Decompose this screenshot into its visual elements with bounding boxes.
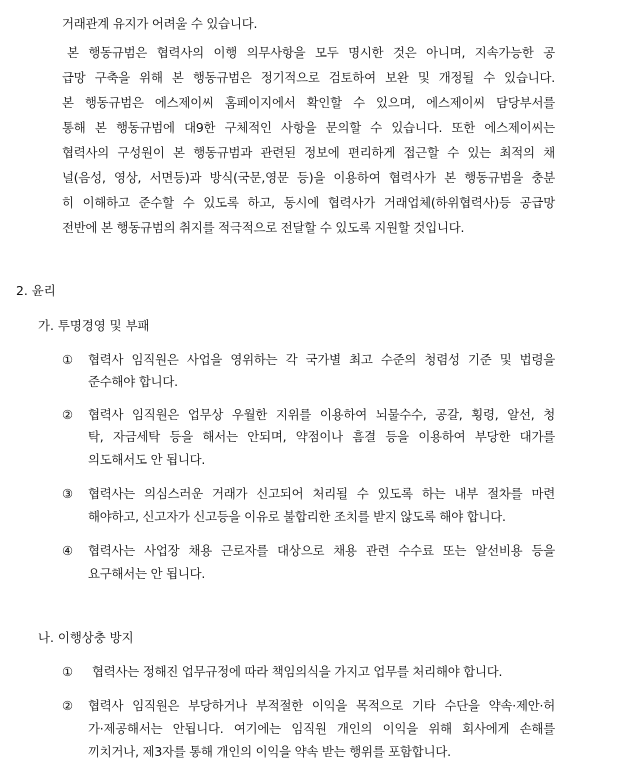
item-a1-line-1: 협력사 임직원은 사업을 영위하는 각 국가별 최고 수준의 청렴성 기준 및 법령을 [88, 352, 555, 367]
item-marker: ④ [62, 543, 74, 558]
item-a2-line-1: 협력사 임직원은 업무상 우월한 지위를 이용하여 뇌물수수, 공갈, 횡령, 알선, 청 [88, 407, 555, 422]
subsection-heading-conflict: 나. 이행상충 방지 [38, 630, 134, 645]
subsection-heading-transparency: 가. 투명경영 및 부패 [38, 318, 150, 333]
intro-line-4: 본 행동규범은 에스제이씨 홈페이지에서 확인할 수 있으며, 에스제이씨 담당부서를 [62, 95, 555, 110]
item-marker: ① [62, 352, 74, 367]
item-a2-line-3: 의도해서도 안 됩니다. [88, 452, 206, 467]
item-b2-line-3: 끼치거나, 제3자를 통해 개인의 이익을 약속 받는 행위를 포함합니다. [88, 744, 451, 759]
item-b2-line-2: 가·제공해서는 안됩니다. 여기에는 임직원 개인의 이익을 위해 회사에게 손해를 [88, 721, 555, 736]
item-a4-line-1: 협력사는 사업장 채용 근로자를 대상으로 채용 관련 수수료 또는 알선비용 등을 [88, 543, 555, 558]
intro-line-5: 통해 본 행동규범에 대9한 구체적인 사항을 문의할 수 있습니다. 또한 에스제이씨는 [62, 120, 555, 135]
item-marker: ② [62, 407, 74, 422]
item-a3-line-2: 해야하고, 신고자가 신고등을 이유로 불합리한 조치를 받지 않도록 해야 합니다. [88, 509, 506, 524]
intro-line-9: 전반에 본 행동규범의 취지를 적극적으로 전달할 수 있도록 지원할 것입니다. [62, 220, 465, 235]
item-marker: ② [62, 698, 74, 713]
item-a3-line-1: 협력사는 의심스러운 거래가 신고되어 처리될 수 있도록 하는 내부 절차를 마련 [88, 486, 555, 501]
item-marker: ① [62, 664, 74, 679]
item-a2-line-2: 탁, 자금세탁 등을 해서는 안되며, 약점이나 흠결 등을 이용하여 부당한 대가를 [88, 429, 555, 444]
intro-line-7: 널(음성, 영상, 서면등)과 방식(국문,영문 등)을 이용하여 협력사가 본 행동규범을 충분 [62, 170, 555, 185]
item-b1-line-1: 협력사는 정해진 업무규정에 따라 책임의식을 가지고 업무를 처리해야 합니다. [92, 664, 503, 679]
item-b2-line-1: 협력사 임직원은 부당하거나 부적절한 이익을 목적으로 기타 수단을 약속·제안·허 [88, 698, 555, 713]
intro-line-1: 거래관계 유지가 어려울 수 있습니다. [62, 16, 258, 31]
section-heading-ethics: 2. 윤리 [16, 283, 56, 298]
item-a1-line-2: 준수해야 합니다. [88, 374, 178, 389]
item-marker: ③ [62, 486, 74, 501]
intro-line-8: 히 이해하고 준수할 수 있도록 하고, 동시에 협력사가 거래업체(하위협력사)등 공급망 [62, 195, 555, 210]
intro-line-2: 본 행동규범은 협력사의 이행 의무사항을 모두 명시한 것은 아니며, 지속가능한 공 [67, 45, 555, 60]
intro-line-3: 급망 구축을 위해 본 행동규범은 정기적으로 검토하여 보완 및 개정될 수 있습니다. [62, 70, 555, 85]
item-a4-line-2: 요구해서는 안 됩니다. [88, 566, 206, 581]
intro-line-6: 협력사의 구성원이 본 행동규범과 관련된 정보에 편리하게 접근할 수 있는 최적의 채 [62, 145, 555, 160]
